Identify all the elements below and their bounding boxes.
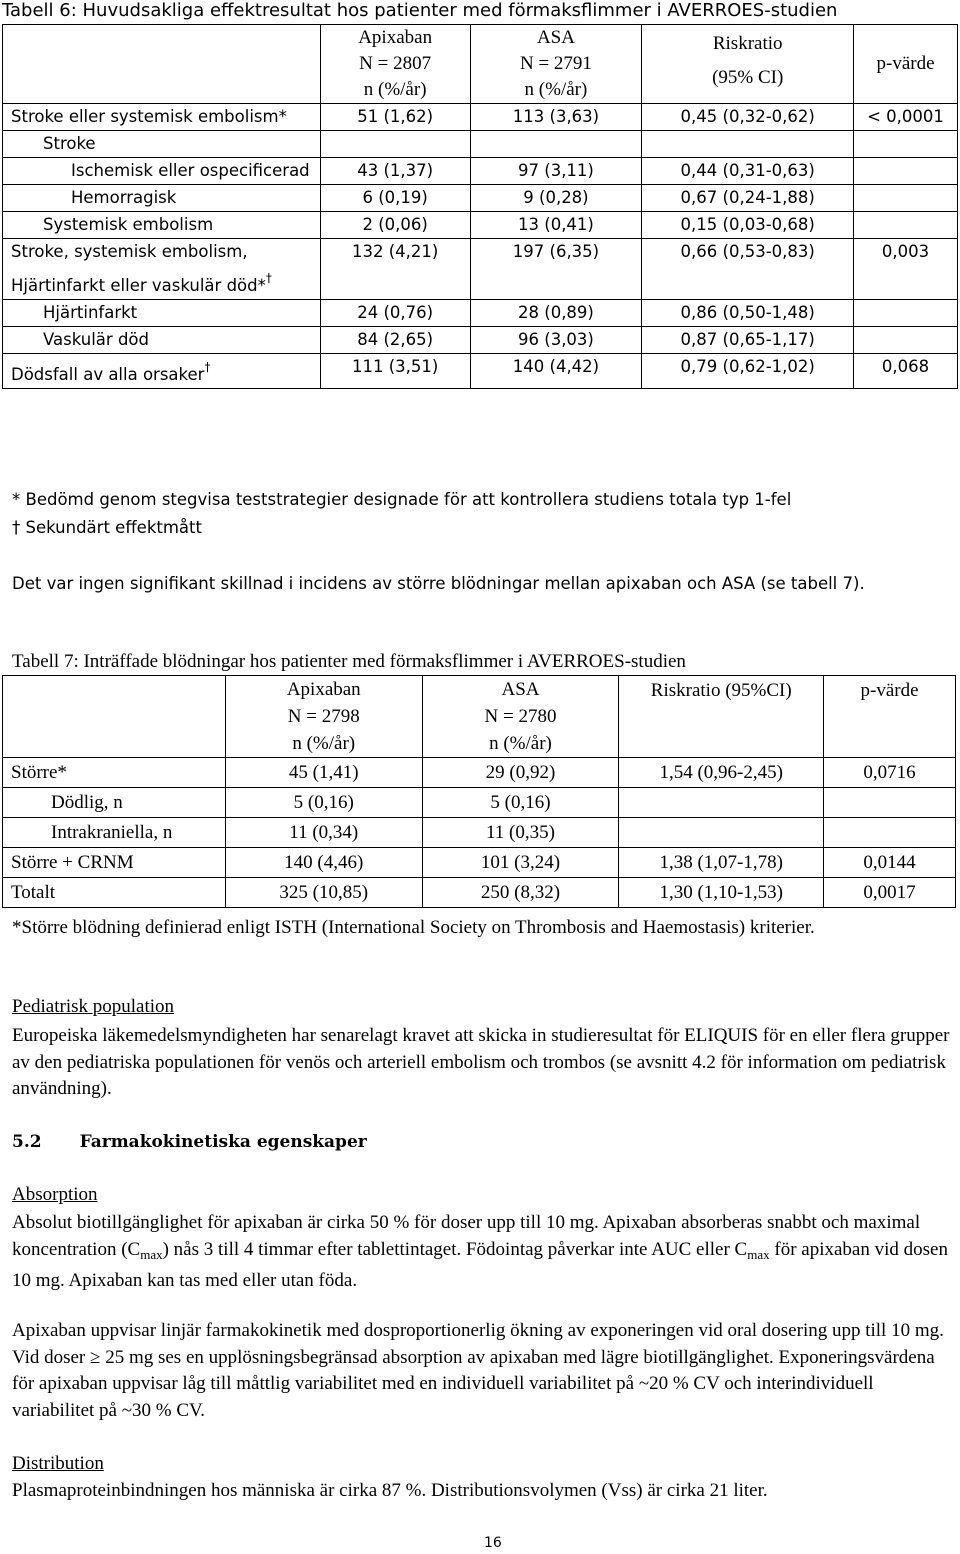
row-label: Stroke eller systemisk embolism*	[3, 104, 321, 131]
absorption-heading: Absorption	[12, 1184, 98, 1205]
distribution-heading: Distribution	[12, 1453, 104, 1474]
cell-rr: 0,67 (0,24-1,88)	[642, 185, 854, 212]
row-label	[3, 354, 321, 389]
header-label: ASA	[501, 679, 540, 700]
text-run: för apixaban vid dosen 10 mg. Apixaban kan tas med eller utan föda.	[12, 1238, 948, 1291]
row-label: Systemisk embolism	[3, 212, 321, 239]
table-row	[3, 327, 958, 354]
row-label: Totalt	[3, 878, 226, 908]
cell-rr: 1,54 (0,96-2,45)	[619, 758, 824, 788]
cell-rr: 1,38 (1,07-1,78)	[619, 848, 824, 878]
table6-header-rr	[642, 25, 854, 104]
header-n: N = 2780	[484, 706, 557, 727]
cell-apixaban: 11 (0,34)	[225, 818, 422, 848]
cell-p	[854, 158, 958, 185]
cell-rr: 0,86 (0,50-1,48)	[642, 300, 854, 327]
cell-asa: 197 (6,35)	[470, 239, 642, 300]
table-row	[3, 354, 958, 389]
cell-apixaban: 2 (0,06)	[320, 212, 470, 239]
subscript: max	[747, 1246, 770, 1262]
section-number: 5.2	[12, 1132, 42, 1152]
table7-header-p: p-värde	[824, 676, 956, 758]
table-row	[3, 848, 956, 878]
cell-p: 0,0017	[824, 878, 956, 908]
row-label: Ischemisk eller ospecificerad	[3, 158, 321, 185]
table6-header-empty	[3, 25, 321, 104]
header-unit: n (%/år)	[489, 733, 552, 754]
cell-p	[854, 300, 958, 327]
cell-asa: 9 (0,28)	[470, 185, 642, 212]
section-heading	[12, 1132, 367, 1152]
table-row	[3, 158, 958, 185]
table7-header-rr: Riskratio (95%CI)	[619, 676, 824, 758]
header-ci: (95% CI)	[712, 67, 784, 88]
cell-apixaban: 325 (10,85)	[225, 878, 422, 908]
row-label: Stroke	[3, 131, 321, 158]
table-row	[3, 818, 956, 848]
distribution-paragraph: Plasmaproteinbindningen hos människa är cirka 87 %. Distributionsvolymen (Vss) är cirka 21 liter.	[12, 1480, 768, 1501]
cell-p	[824, 788, 956, 818]
cell-rr	[619, 788, 824, 818]
cell-apixaban: 140 (4,46)	[225, 848, 422, 878]
row-label-text: Stroke, systemisk embolism, Hjärtinfarkt eller vaskulär död*	[11, 242, 266, 295]
row-label: Intrakraniella, n	[3, 818, 226, 848]
cell-p: 0,0144	[824, 848, 956, 878]
cell-asa: 13 (0,41)	[470, 212, 642, 239]
header-label: p-värde	[876, 53, 935, 74]
header-label: Riskratio	[712, 33, 783, 54]
header-unit: n (%/år)	[363, 79, 427, 100]
table-row	[3, 131, 958, 158]
cell-apixaban: 43 (1,37)	[320, 158, 470, 185]
header-unit: n (%/år)	[524, 79, 588, 100]
cell-p: 0,003	[854, 239, 958, 300]
cell-asa: 101 (3,24)	[422, 848, 619, 878]
table-row	[3, 878, 956, 908]
cell-apixaban: 132 (4,21)	[320, 239, 470, 300]
table7	[2, 675, 956, 908]
cell-asa	[470, 131, 642, 158]
table7-header-apixaban	[225, 676, 422, 758]
header-unit: n (%/år)	[292, 733, 356, 754]
bleeding-paragraph: Det var ingen signifikant skillnad i incidens av större blödningar mellan apixaban och ASA (se tabell 7).	[12, 574, 865, 593]
cell-rr: 0,44 (0,31-0,63)	[642, 158, 854, 185]
table-row	[3, 300, 958, 327]
table7-header-row	[3, 676, 956, 758]
cell-asa: 11 (0,35)	[422, 818, 619, 848]
header-n: N = 2791	[519, 53, 592, 74]
cell-rr: 0,15 (0,03-0,68)	[642, 212, 854, 239]
table6-title: Tabell 6: Huvudsakliga effektresultat hos patienter med förmaksflimmer i AVERROES-studien	[2, 0, 838, 21]
row-label: Större + CRNM	[3, 848, 226, 878]
cell-apixaban: 6 (0,19)	[320, 185, 470, 212]
cell-apixaban: 51 (1,62)	[320, 104, 470, 131]
absorption-paragraph-2	[12, 1318, 957, 1424]
header-n: N = 2798	[287, 706, 360, 727]
cell-apixaban: 5 (0,16)	[225, 788, 422, 818]
row-label-text: Dödsfall av alla orsaker	[11, 365, 205, 384]
table-row	[3, 212, 958, 239]
cell-asa: 96 (3,03)	[470, 327, 642, 354]
ge-symbol: ≥	[90, 1346, 101, 1368]
table-row	[3, 239, 958, 300]
cell-asa: 250 (8,32)	[422, 878, 619, 908]
table7-header-empty	[3, 676, 226, 758]
pediatric-paragraph: Europeiska läkemedelsmyndigheten har senarelagt kravet att skicka in studieresultat för ELIQUIS för en eller flera grupper av den pediatriska populationen för venös och arteriell embolism och trombos (se avsnitt 4.2 för information om pediatrisk användning).	[12, 1025, 950, 1099]
table7-footnote: *Större blödning definierad enligt ISTH (International Society on Thrombosis and Haemostasis) kriterier.	[12, 917, 815, 938]
cell-p	[824, 818, 956, 848]
cell-apixaban: 111 (3,51)	[320, 354, 470, 389]
pediatric-heading: Pediatrisk population	[12, 996, 175, 1017]
header-label: Apixaban	[358, 27, 433, 48]
table6-footnote-2: † Sekundärt effektmått	[12, 518, 202, 537]
cell-asa: 5 (0,16)	[422, 788, 619, 818]
dagger-mark: †	[265, 271, 272, 285]
cell-apixaban: 24 (0,76)	[320, 300, 470, 327]
table6	[2, 24, 958, 389]
row-label	[3, 239, 321, 300]
table-row	[3, 104, 958, 131]
text-run: 25 mg ses en upplösningsbegränsad absorption av apixaban med lägre biotillgänglighet. Exponeringsvärdena för apixaban uppvisar låg till måttlig variabilitet med en individuell variabilitet på ~20 % CV och interindividuell variabilitet på ~30 % CV.	[12, 1346, 935, 1421]
cell-rr	[642, 131, 854, 158]
cell-rr: 1,30 (1,10-1,53)	[619, 878, 824, 908]
cell-rr: 0,79 (0,62-1,02)	[642, 354, 854, 389]
cell-p: 0,068	[854, 354, 958, 389]
cell-p: 0,0716	[824, 758, 956, 788]
cell-asa: 140 (4,42)	[470, 354, 642, 389]
table6-footnote-1: * Bedömd genom stegvisa teststrategier designade för att kontrollera studiens totala typ 1-fel	[12, 490, 792, 509]
table6-header-row	[3, 25, 958, 104]
cell-p: < 0,0001	[854, 104, 958, 131]
cell-apixaban	[320, 131, 470, 158]
cell-apixaban: 84 (2,65)	[320, 327, 470, 354]
text-run: Apixaban uppvisar linjär farmakokinetik med dosproportionerlig ökning av exponeringen vid oral dosering upp till 10 mg. Vid doser	[12, 1320, 944, 1368]
cell-asa: 113 (3,63)	[470, 104, 642, 131]
table6-header-p	[854, 25, 958, 104]
cell-asa: 29 (0,92)	[422, 758, 619, 788]
row-label: Hemorragisk	[3, 185, 321, 212]
table7-header-asa	[422, 676, 619, 758]
section-title: Farmakokinetiska egenskaper	[79, 1132, 367, 1152]
cell-p	[854, 131, 958, 158]
absorption-paragraph-1	[12, 1210, 957, 1295]
cell-p	[854, 327, 958, 354]
row-label: Vaskulär död	[3, 327, 321, 354]
cell-rr: 0,66 (0,53-0,83)	[642, 239, 854, 300]
table6-header-apixaban	[320, 25, 470, 104]
cell-asa: 28 (0,89)	[470, 300, 642, 327]
header-label: Apixaban	[286, 679, 361, 700]
cell-asa: 97 (3,11)	[470, 158, 642, 185]
table7-title: Tabell 7: Inträffade blödningar hos patienter med förmaksflimmer i AVERROES-studien	[12, 651, 686, 672]
table-row	[3, 788, 956, 818]
cell-p	[854, 212, 958, 239]
dagger-mark: †	[204, 360, 211, 374]
subscript: max	[140, 1246, 163, 1262]
row-label: Hjärtinfarkt	[3, 300, 321, 327]
cell-apixaban: 45 (1,41)	[225, 758, 422, 788]
table-row	[3, 758, 956, 788]
text-run: Absolut biotillgänglighet för apixaban är cirka 50 % för doser upp till 10 mg. Apixaban absorberas snabbt och maximal koncentration (C	[12, 1212, 921, 1260]
text-run: ) nås 3 till 4 timmar efter tablettintaget. Födointag påverkar inte AUC eller C	[162, 1238, 748, 1260]
header-label: ASA	[536, 27, 575, 48]
cell-p	[854, 185, 958, 212]
table6-header-asa	[470, 25, 642, 104]
row-label: Större*	[3, 758, 226, 788]
header-n: N = 2807	[359, 53, 432, 74]
cell-rr: 0,87 (0,65-1,17)	[642, 327, 854, 354]
cell-rr	[619, 818, 824, 848]
row-label: Dödlig, n	[3, 788, 226, 818]
page-number: 16	[484, 1535, 502, 1551]
table-row	[3, 185, 958, 212]
cell-rr: 0,45 (0,32-0,62)	[642, 104, 854, 131]
